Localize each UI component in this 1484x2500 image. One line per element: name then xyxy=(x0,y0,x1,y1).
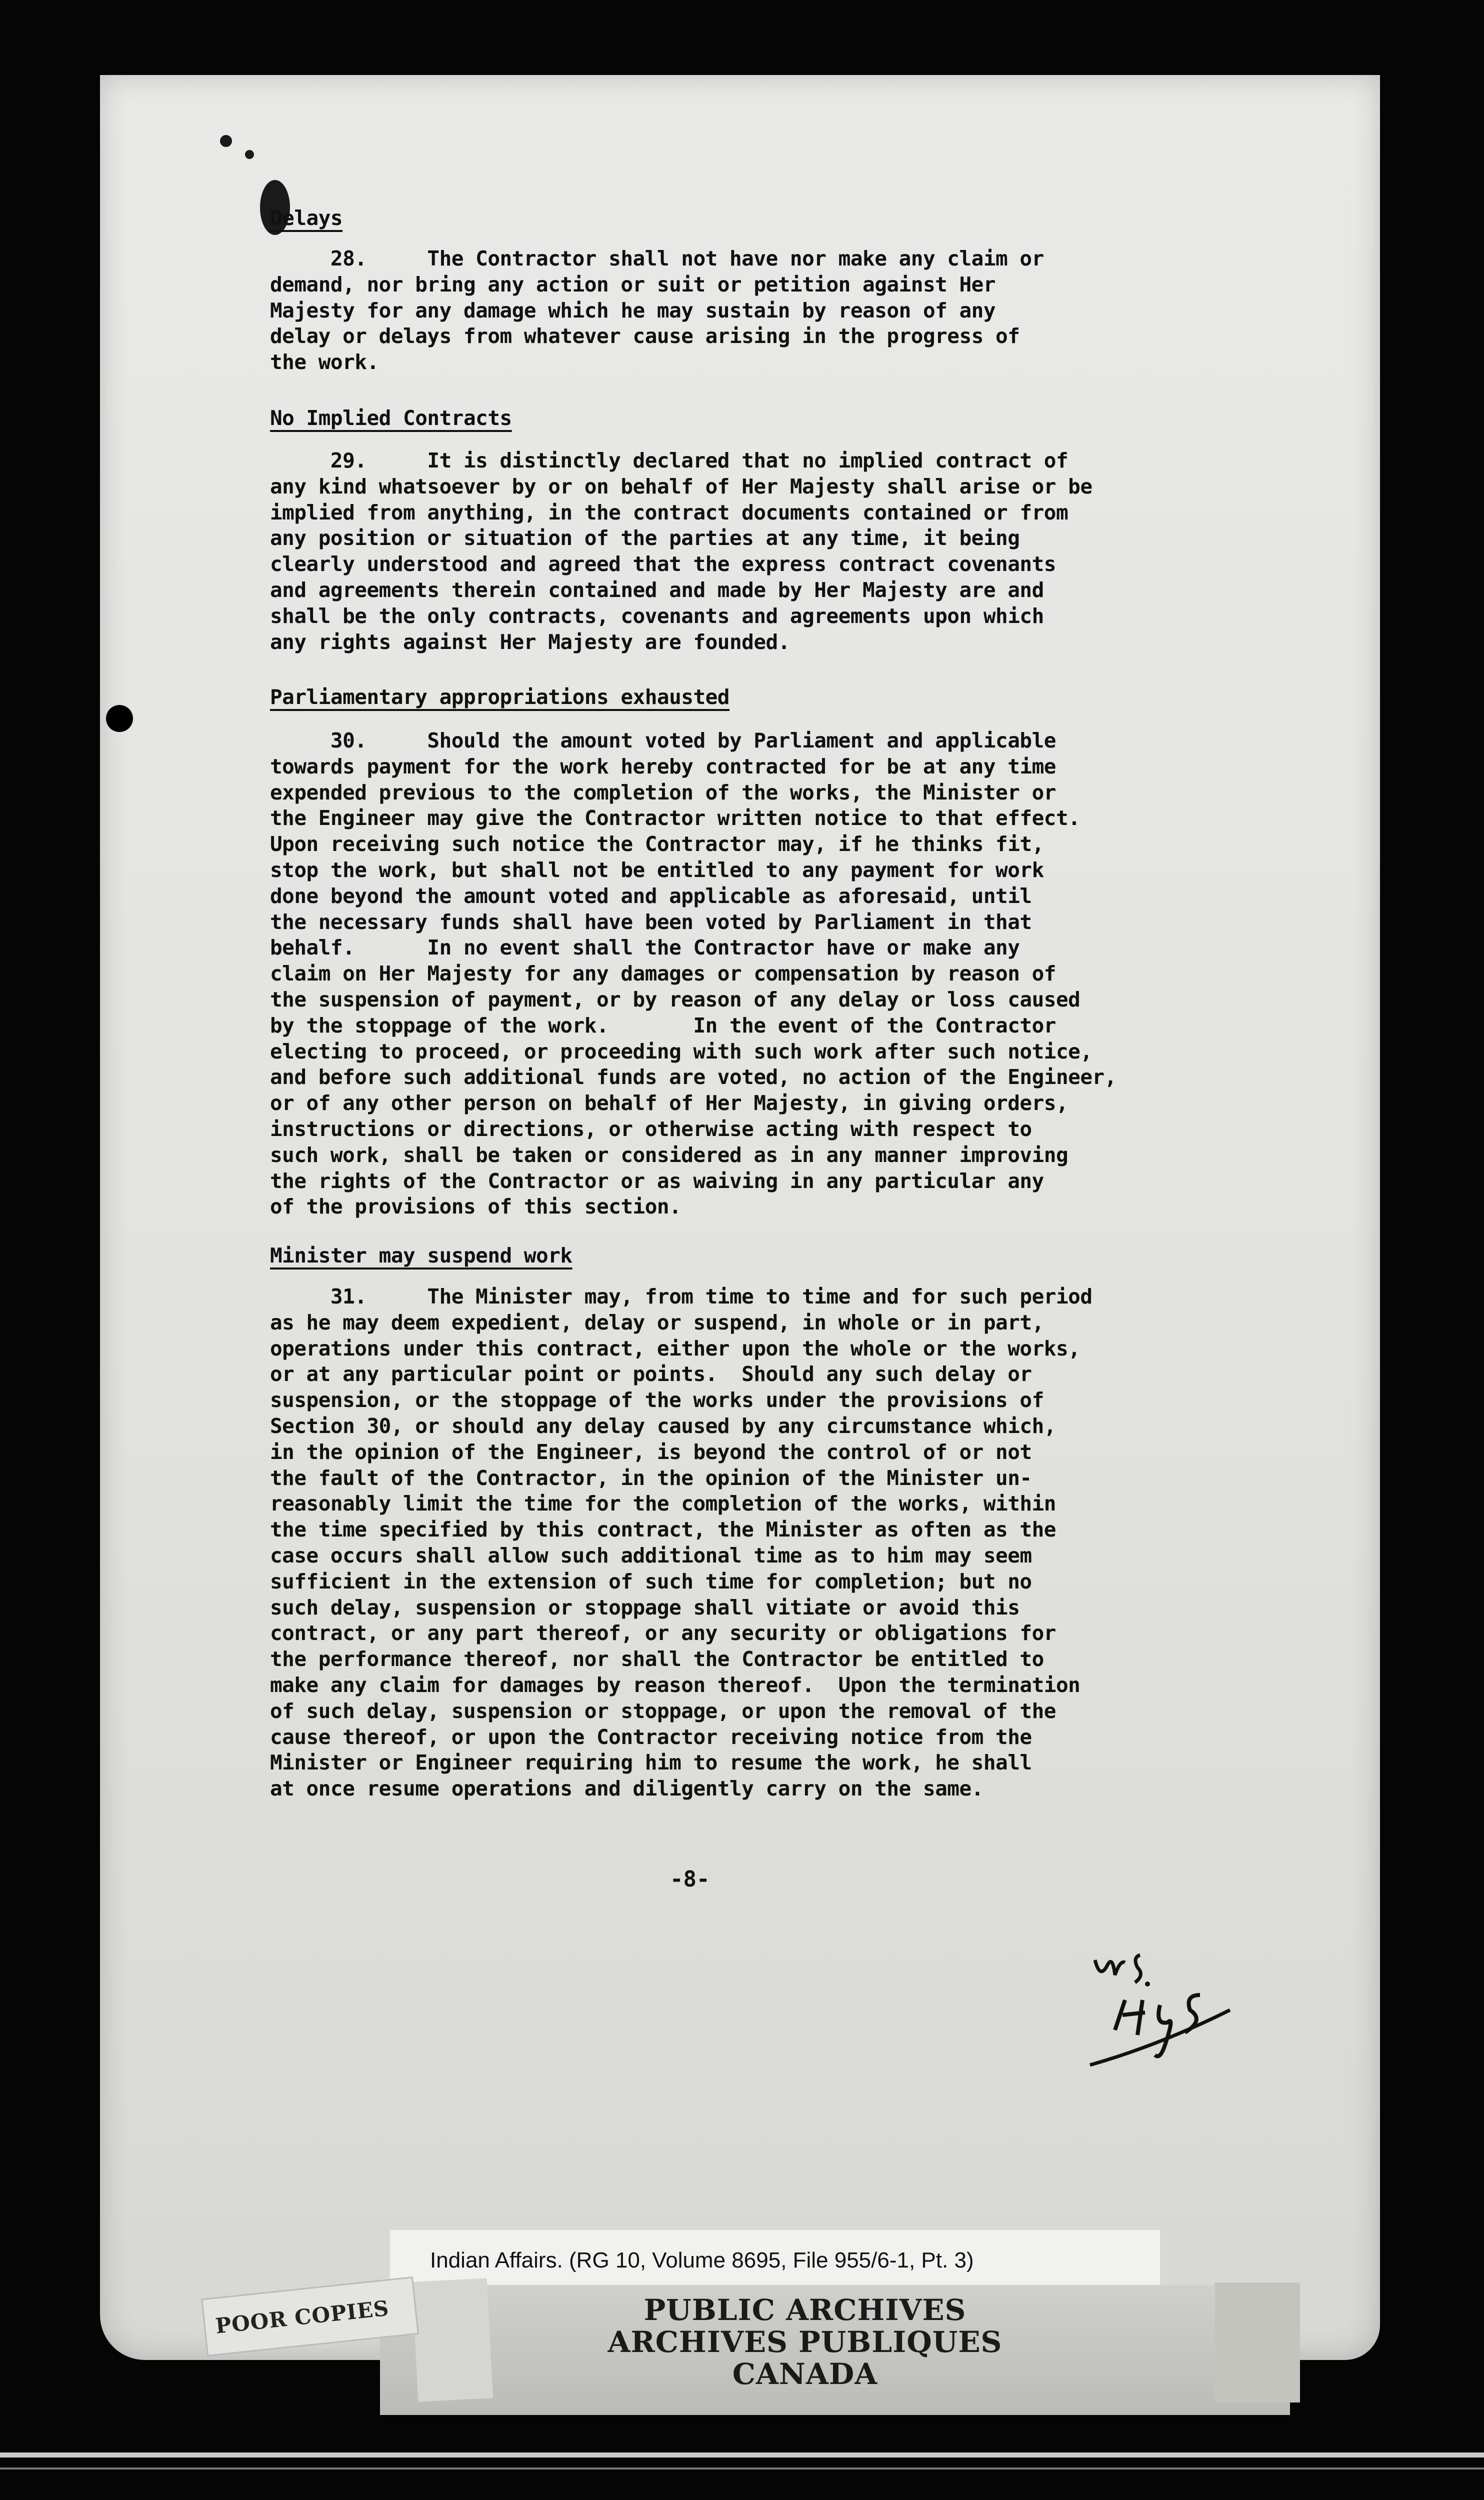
archive-reference-label xyxy=(390,2230,1160,2285)
film-edge-line xyxy=(0,2468,1484,2470)
damage-spot xyxy=(220,135,232,147)
section-heading-no-implied-contracts: No Implied Contracts xyxy=(270,406,512,430)
archives-line: PUBLIC ARCHIVES xyxy=(644,2293,966,2327)
section-heading-parliamentary-appropriations: Parliamentary appropriations exhausted xyxy=(270,685,730,709)
poor-copies-text: POOR COPIES xyxy=(214,2296,390,2338)
section-body-31: 31. The Minister may, from time to time and for such period as he may deem expedient, delay or suspend, in whole or in part, operations under this contract, either upon the whole or the works, or at any particular point or points. Should any such delay or suspension, or the stoppage of the works under the provisions of Section 30, or should any delay caused by any circumstance which, in the opinion of the Engineer, is beyond the control of or not the fault of the Contractor, in the opinion of the Minister un- reasonably limit the time for the completion of the works, within the time specified by this contract, the Minister as often as the case occurs shall allow such additional time as to him may seem sufficient in the extension of such time for completion; but no such delay, suspension or stoppage shall vitiate or avoid this contract, or any part thereof, or any security or obligations for the performance thereof, nor shall the Contractor be entitled to make any claim for damages by reason thereof. Upon the termination of such delay, suspension or stoppage, or upon the removal of the cause thereof, or upon the Contractor receiving notice from the Minister or Engineer requiring him to resume the work, he shall at once resume operations and diligently carry on the same. xyxy=(270,1284,1092,1801)
film-edge-line xyxy=(0,2452,1484,2458)
damage-spot xyxy=(245,150,254,159)
public-archives-stamp xyxy=(580,2294,1030,2390)
archive-reference-text: Indian Affairs. (RG 10, Volume 8695, File 955/6-1, Pt. 3) xyxy=(430,2248,974,2272)
section-body-30: 30. Should the amount voted by Parliament and applicable towards payment for the work hereby contracted for be at any time expended previous to the completion of the works, the Minister or the Engineer may give the Contractor written notice to that effect. Upon receiving such notice the Contractor may, if he thinks fit, stop the work, but shall not be entitled to any payment for work done beyond the amount voted and applicable as aforesaid, until the necessary funds shall have been voted by Parliament in that behalf. In no event shall the Contractor have or make any claim on Her Majesty for any damages or compensation by reason of the suspension of payment, or by reason of any delay or loss caused by the stoppage of the work. In the event of the Contractor electing to proceed, or proceeding with such work after such notice, and before such additional funds are voted, no action of the Engineer, or of any other person on behalf of Her Majesty, in giving orders, instructions or directions, or otherwise acting with respect to such work, shall be taken or considered as in any manner improving the rights of the Contractor or as waiving in any particular any of the provisions of this section. xyxy=(270,728,1116,1219)
section-body-28: 28. The Contractor shall not have nor make any claim or demand, nor bring any action or suit or petition against Her Majesty for any damage which he may sustain by reason of any delay or delays from whatever cause arising in the progress of the work. xyxy=(270,246,1044,374)
section-heading-delays: Delays xyxy=(270,206,343,230)
archives-line: CANADA xyxy=(732,2357,878,2391)
archives-line: ARCHIVES PUBLIQUES xyxy=(608,2325,1002,2359)
handwritten-signature xyxy=(1085,1940,1235,2080)
page-number: -8- xyxy=(670,1866,710,1892)
section-body-29: 29. It is distinctly declared that no implied contract of any kind whatsoever by or on behalf of Her Majesty shall arise or be implied from anything, in the contract documents contained or from any position or situation of the parties at any time, it being clearly understood and agreed that the express contract covenants and agreements therein contained and made by Her Majesty are and shall be the only contracts, covenants and agreements upon which any rights against Her Majesty are founded. xyxy=(270,448,1092,654)
binder-hole xyxy=(106,705,133,732)
strip-end xyxy=(1215,2282,1300,2402)
tape-piece xyxy=(412,2278,493,2402)
section-heading-minister-may-suspend: Minister may suspend work xyxy=(270,1244,572,1268)
